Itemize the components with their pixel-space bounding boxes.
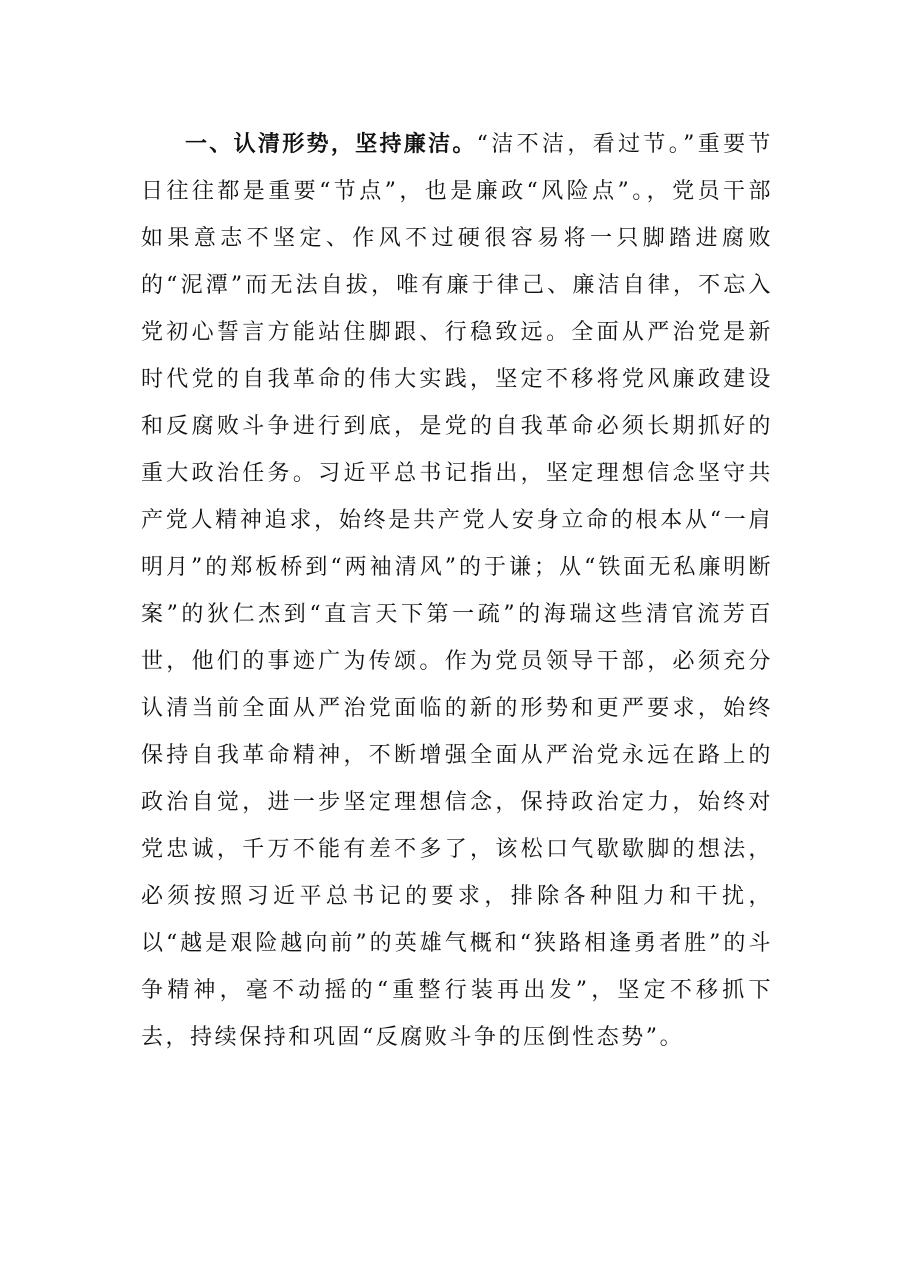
section-heading: 一、认清形势，坚持廉洁。 — [185, 132, 477, 157]
body-paragraph — [141, 121, 773, 1061]
paragraph-text: “洁不洁，看过节。”重要节日往往都是重要“节点”，也是廉政“风险点”。，党员干部如果意志不坚定、作风不过硬很容易将一只脚踏进腐败的“泥潭”而无法自拔，唯有廉于律己、廉洁自律，不忘入党初心誓言方能站住脚跟、行稳致远。全面从严治党是新时代党的自我革命的伟大实践，坚定不移将党风廉政建设和反腐败斗争进行到底，是党的自我革命必须长期抓好的重大政治任务。习近平总书记指出，坚定理想信念坚守共产党人精神追求，始终是共产党人安身立命的根本从“一肩明月”的郑板桥到“两袖清风”的于谦；从“铁面无私廉明断案”的狄仁杰到“直言天下第一疏”的海瑞这些清官流芳百世，他们的事迹广为传颂。作为党员领导干部，必须充分认清当前全面从严治党面临的新的形势和更严要求，始终保持自我革命精神，不断增强全面从严治党永远在路上的政治自觉，进一步坚定理想信念，保持政治定力，始终对党忠诚，千万不能有差不多了，该松口气歇歇脚的想法，必须按照习近平总书记的要求，排除各种阻力和干扰，以“越是艰险越向前”的英雄气概和“狭路相逢勇者胜”的斗争精神，毫不动摇的“重整行装再出发”，坚定不移抓下去，持续保持和巩固“反腐败斗争的压倒性态势”。 — [141, 132, 773, 1050]
